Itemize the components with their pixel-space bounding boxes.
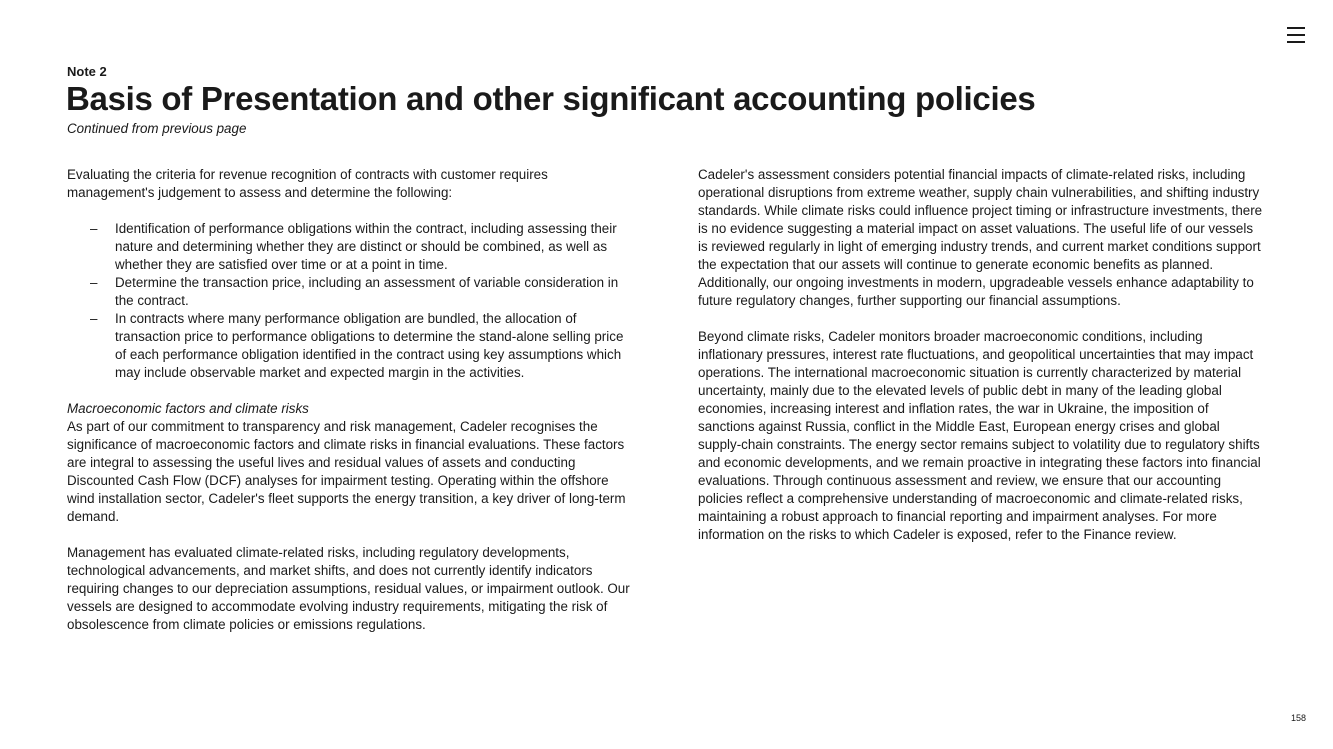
page-number: 158 (1291, 713, 1307, 723)
section-heading: Macroeconomic factors and climate risks (67, 401, 309, 416)
intro-paragraph: Evaluating the criteria for revenue recognition of contracts with customer requires management's judgement to assess and determine the following: (67, 167, 548, 200)
menu-bar-bottom (1287, 41, 1305, 43)
page-title: Basis of Presentation and other significant accounting policies (66, 80, 1036, 117)
right-column (698, 166, 1264, 544)
list-item: – In contracts where many performance obligation are bundled, the allocation of transaction price to performance obligations to determine the stand-alone selling price of each performance obligation identified in the contract using key assumptions which may include observable market and expected margin in the activities. (67, 310, 633, 382)
note-label: Note 2 (67, 64, 107, 79)
body-paragraph: Beyond climate risks, Cadeler monitors broader macroeconomic conditions, including inflationary pressures, interest rate fluctuations, and geopolitical uncertainties that may impact operations. The international macroeconomic situation is currently characterized by material uncertainty, mainly due to the elevated levels of public debt in many of the leading global economies, increasing interest and inflation rates, the war in Ukraine, the imposition of sanctions against Russia, conflict in the Middle East, European energy crises and global supply-chain constraints. The energy sector remains subject to volatility due to regulatory shifts and economic developments, and we remain proactive in integrating these factors into financial evaluations. Through continuous assessment and review, we ensure that our accounting policies reflect a comprehensive understanding of macroeconomic and climate-related risks, maintaining a robust approach to financial reporting and impairment analyses. For more information on the risks to which Cadeler is exposed, refer to the Finance review. (698, 329, 1261, 542)
body-paragraph: Cadeler's assessment considers potential financial impacts of climate-related risks, including operational disruptions from extreme weather, supply chain vulnerabilities, and shifting industry standards. While climate risks could influence project timing or infrastructure investments, there is no evidence suggesting a material impact on asset valuations. The useful life of our vessels is reviewed regularly in light of emerging industry trends, and current market conditions support the expectation that our assets will continue to generate economic benefits as planned. Additionally, our ongoing investments in modern, upgradeable vessels enhance adaptability to future regulatory changes, further supporting our financial assumptions. (698, 167, 1263, 308)
body-paragraph: Management has evaluated climate-related risks, including regulatory developments, technological advancements, and market shifts, and does not currently identify indicators requiring changes to our depreciation assumptions, residual values, or impairment outlook. Our vessels are designed to accommodate evolving industry requirements, mitigating the risk of obsolescence from climate policies or emissions regulations. (67, 545, 630, 632)
list-item: – Identification of performance obligations within the contract, including assessing their nature and determining whether they are distinct or should be combined, as well as whether they are satisfied over time or at a point in time. (67, 220, 633, 274)
hamburger-menu-icon[interactable] (1287, 27, 1305, 43)
menu-bar-top (1287, 27, 1305, 29)
page-subtitle: Continued from previous page (67, 121, 247, 136)
menu-bar-middle (1287, 34, 1305, 36)
body-paragraph: As part of our commitment to transparency and risk management, Cadeler recognises the significance of macroeconomic factors and climate risks in financial evaluations. These factors are integral to assessing the useful lives and residual values of assets and conducting Discounted Cash Flow (DCF) analyses for impairment testing. Operating within the offshore wind installation sector, Cadeler's fleet supports the energy transition, a key driver of long-term demand. (67, 419, 626, 524)
left-column (67, 166, 633, 634)
criteria-list (67, 220, 633, 382)
list-item: – Determine the transaction price, including an assessment of variable consideration in the contract. (67, 274, 633, 310)
